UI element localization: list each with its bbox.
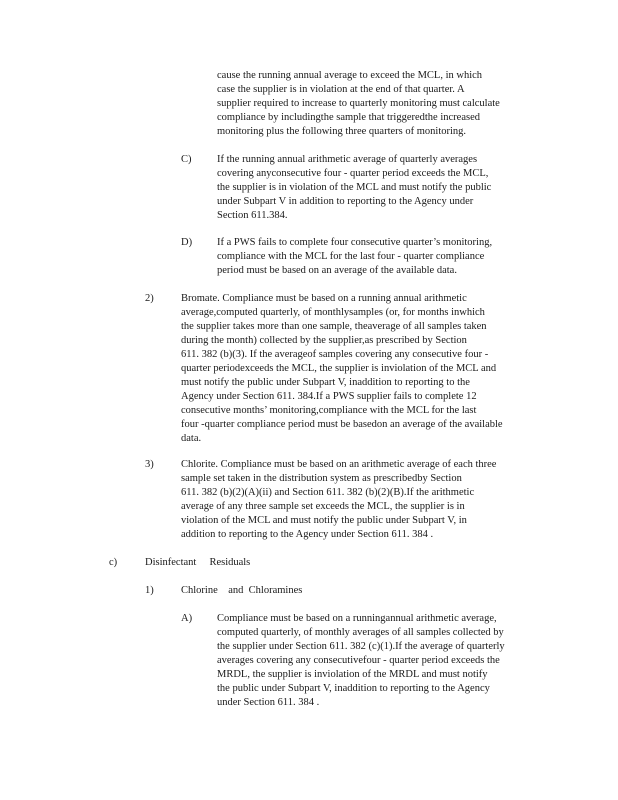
paragraph-continuation bbox=[217, 69, 533, 139]
text-line: under Subpart V in addition to reporting to the Agency under bbox=[217, 196, 474, 207]
text-line: four -quarter compliance period must be basedon an average of the available bbox=[181, 419, 503, 430]
text-line: violation of the MCL and must notify the public under Subpart V, in bbox=[181, 515, 467, 526]
text-line: averages covering any consecutivefour - quarter period exceeds the bbox=[217, 655, 500, 666]
text-line: Bromate. Compliance must be based on a running annual arithmetic bbox=[181, 293, 467, 304]
section-title-disinfectant-residuals: Disinfectant Residuals bbox=[145, 557, 251, 568]
paragraph-c bbox=[217, 153, 533, 223]
text-line: addition to reporting to the Agency under Section 611. 384 . bbox=[181, 529, 434, 540]
text-line: covering anyconsecutive four - quarter period exceeds the MCL, bbox=[217, 168, 489, 179]
text-line: MRDL, the supplier is inviolation of the MRDL and must notify bbox=[217, 669, 488, 680]
text-line: 611. 382 (b)(2)(A)(ii) and Section 611. 382 (b)(2)(B).If the arithmetic bbox=[181, 487, 475, 498]
paragraph-bromate bbox=[181, 292, 538, 446]
text-line: cause the running annual average to exceed the MCL, in which bbox=[217, 70, 483, 81]
text-line: period must be based on an average of the available data. bbox=[217, 265, 457, 276]
text-line: the supplier takes more than one sample, theaverage of all samples taken bbox=[181, 321, 487, 332]
text-line: quarter periodexceeds the MCL, the supplier is inviolation of the MCL and bbox=[181, 363, 497, 374]
text-line: compliance by includingthe sample that triggeredthe increased bbox=[217, 112, 480, 123]
item-label-1-chlorine: 1) bbox=[145, 585, 154, 596]
text-line: the supplier is in violation of the MCL and must notify the public bbox=[217, 182, 492, 193]
item-title-chlorine-chloramines: Chlorine and Chloramines bbox=[181, 585, 303, 596]
text-line: the supplier under Section 611. 382 (c)(1).If the average of quarterly bbox=[217, 641, 505, 652]
text-line: monitoring plus the following three quarters of monitoring. bbox=[217, 126, 467, 137]
paragraph-chlorite bbox=[181, 458, 538, 542]
item-label-a: A) bbox=[181, 613, 193, 624]
text-line: computed quarterly, of monthly averages of all samples collected by bbox=[217, 627, 504, 638]
item-label-3-chlorite: 3) bbox=[145, 459, 154, 470]
text-line: must notify the public under Subpart V, inaddition to reporting to the bbox=[181, 377, 470, 388]
text-line: during the month) collected by the supplier,as prescribed by Section bbox=[181, 335, 467, 346]
text-line: supplier required to increase to quarterly monitoring must calculate bbox=[217, 98, 500, 109]
text-line: If a PWS fails to complete four consecutive quarter’s monitoring, bbox=[217, 237, 493, 248]
text-line: If the running annual arithmetic average of quarterly averages bbox=[217, 154, 478, 165]
item-label-c: C) bbox=[181, 154, 192, 165]
text-line: Agency under Section 611. 384.If a PWS supplier fails to complete 12 bbox=[181, 391, 477, 402]
text-line: under Section 611. 384 . bbox=[217, 697, 320, 708]
text-line: Chlorite. Compliance must be based on an arithmetic average of each three bbox=[181, 459, 497, 470]
text-line: 611. 382 (b)(3). If the averageof samples covering any consecutive four - bbox=[181, 349, 489, 360]
text-line: Compliance must be based on a runningannual arithmetic average, bbox=[217, 613, 497, 624]
paragraph-d bbox=[217, 236, 533, 278]
text-line: average,computed quarterly, of monthlysamples (or, for months inwhich bbox=[181, 307, 485, 318]
text-line: compliance with the MCL for the last four - quarter compliance bbox=[217, 251, 485, 262]
item-label-2-bromate: 2) bbox=[145, 293, 154, 304]
text-line: sample set taken in the distribution system as prescribedby Section bbox=[181, 473, 462, 484]
text-line: average of any three sample set exceeds the MCL, the supplier is in bbox=[181, 501, 465, 512]
text-line: case the supplier is in violation at the end of that quarter. A bbox=[217, 84, 465, 95]
text-line: the public under Subpart V, inaddition to reporting to the Agency bbox=[217, 683, 490, 694]
paragraph-a-chlorine bbox=[217, 612, 541, 710]
section-label-c: c) bbox=[109, 557, 118, 568]
text-line: Section 611.384. bbox=[217, 210, 288, 221]
text-line: consecutive months’ monitoring,compliance with the MCL for the last bbox=[181, 405, 477, 416]
item-label-d: D) bbox=[181, 237, 193, 248]
text-line: data. bbox=[181, 433, 202, 444]
